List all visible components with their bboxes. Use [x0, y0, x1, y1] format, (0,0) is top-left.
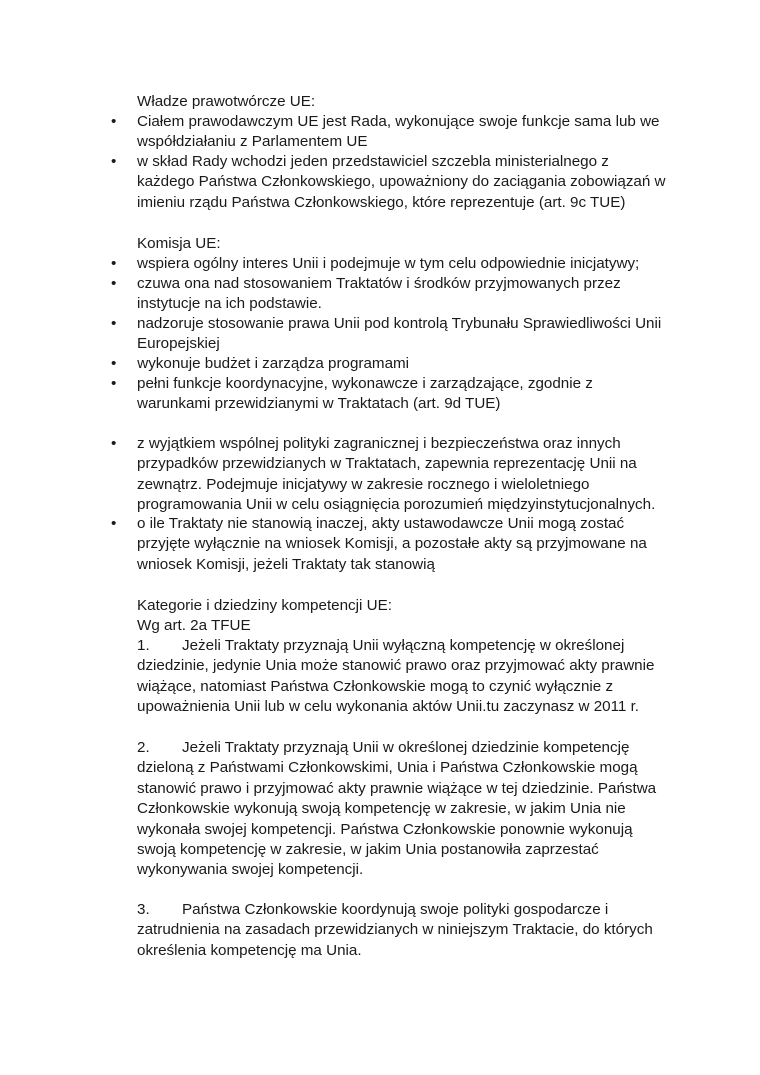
- text-line: pełni funkcje koordynacyjne, wykonawcze i zarządzające, zgodnie z: [137, 375, 593, 392]
- text-line: z wyjątkiem wspólnej polityki zagranicznej i bezpieczeństwa oraz innych: [137, 435, 621, 452]
- section-heading-competences: Kategorie i dziedziny kompetencji UE:: [137, 597, 392, 614]
- text-line: czuwa ona nad stosowaniem Traktatów i środków przyjmowanych przez: [137, 275, 621, 292]
- numbered-item: [137, 738, 697, 881]
- text-line: instytucje na ich podstawie.: [137, 295, 322, 313]
- text-line: zatrudnienia na zasadach przewidzianych w niniejszym Traktacie, do których: [137, 921, 653, 939]
- numbered-item: [137, 636, 697, 718]
- bullet-icon: •: [111, 275, 117, 292]
- text-line: zewnątrz. Podejmuje inicjatywy w zakresie rocznego i wieloletniego: [137, 475, 590, 493]
- bullet-icon: •: [111, 153, 117, 170]
- text-line: Ciałem prawodawczym UE jest Rada, wykonujące swoje funkcje sama lub we: [137, 113, 660, 130]
- text-line: wniosek Komisji, jeżeli Traktaty tak stanowią: [137, 555, 435, 573]
- text-line: o ile Traktaty nie stanowią inaczej, akty ustawodawcze Unii mogą zostać: [137, 515, 625, 532]
- bullet-icon: •: [111, 355, 117, 372]
- text-line: wykonuje budżet i zarządza programami: [133, 355, 410, 372]
- bullet-icon: •: [111, 515, 117, 532]
- text-line: Europejskiej: [137, 335, 220, 353]
- text-line: Jeżeli Traktaty przyznają Unii wyłączną kompetencję w określonej: [182, 637, 625, 654]
- text-line: imieniu rządu Państwa Członkowskiego, które reprezentuje (art. 9c TUE): [137, 193, 626, 211]
- text-line: Państwa Członkowskie koordynują swoje polityki gospodarcze i: [182, 901, 609, 918]
- bullet-icon: •: [111, 113, 117, 130]
- bullet-icon: •: [111, 255, 117, 272]
- text-line: przyjęte wyłącznie na wniosek Komisji, a pozostałe akty są przyjmowane na: [137, 535, 647, 553]
- text-line: Jeżeli Traktaty przyznają Unii w określonej dziedzinie kompetencję: [182, 739, 630, 756]
- bullet-icon: •: [111, 315, 117, 332]
- numbered-item: [137, 900, 697, 961]
- text-line: wspiera ogólny interes Unii i podejmuje w tym celu odpowiednie inicjatywy;: [137, 255, 640, 272]
- text-line: przypadków przewidzianych w Traktatach, zapewnia reprezentację Unii na: [137, 455, 637, 473]
- section-heading-lawmakers: Władze prawotwórcze UE:: [137, 93, 316, 110]
- section-heading-commission: Komisja UE:: [137, 235, 221, 252]
- text-line: określenia kompetencję ma Unia.: [137, 941, 362, 959]
- text-line: wykonywania swojej kompetencji.: [137, 861, 364, 879]
- item-number: 1.: [137, 637, 150, 654]
- text-line: Członkowskie wykonują swoją kompetencję w zakresie, w jakim Unia nie: [137, 800, 626, 818]
- text-line: swoją kompetencję w zakresie, w jakim Unia postanowiła zaprzestać: [137, 841, 599, 859]
- text-line: upoważnienia Unii lub w celu wykonania aktów Unii.tu zaczynasz w 2011 r.: [137, 698, 640, 716]
- text-line: współdziałaniu z Parlamentem UE: [137, 133, 368, 151]
- text-line: dziedzinie, jedynie Unia może stanowić prawo oraz przyjmować akty prawnie: [137, 657, 655, 675]
- item-number: 3.: [137, 901, 150, 918]
- text-line: wiążące, natomiast Państwa Członkowskie mogą to czynić wyłącznie z: [137, 677, 614, 695]
- bullet-icon: •: [111, 375, 117, 392]
- text-line: warunkami przewidzianymi w Traktatach (art. 9d TUE): [137, 395, 501, 413]
- item-number: 2.: [137, 739, 150, 756]
- section-subheading: Wg art. 2a TFUE: [137, 617, 251, 634]
- text-line: wykonała swojej kompetencji. Państwa Członkowskie ponownie wykonują: [137, 820, 633, 838]
- text-line: stanowić prawo i przyjmować akty prawnie wiążące w tej dziedzinie. Państwa: [137, 779, 657, 797]
- bullet-icon: •: [111, 435, 117, 452]
- text-line: każdego Państwa Członkowskiego, upoważniony do zaciągania zobowiązań w: [137, 173, 666, 191]
- text-line: w skład Rady wchodzi jeden przedstawiciel szczebla ministerialnego z: [137, 153, 609, 170]
- text-line: nadzoruje stosowanie prawa Unii pod kontrolą Trybunału Sprawiedliwości Unii: [137, 315, 662, 332]
- text-line: programowania Unii w celu osiągnięcia porozumień międzyinstytucjonalnych.: [137, 496, 656, 514]
- text-line: dzieloną z Państwami Członkowskimi, Unia i Państwa Członkowskie mogą: [137, 759, 638, 777]
